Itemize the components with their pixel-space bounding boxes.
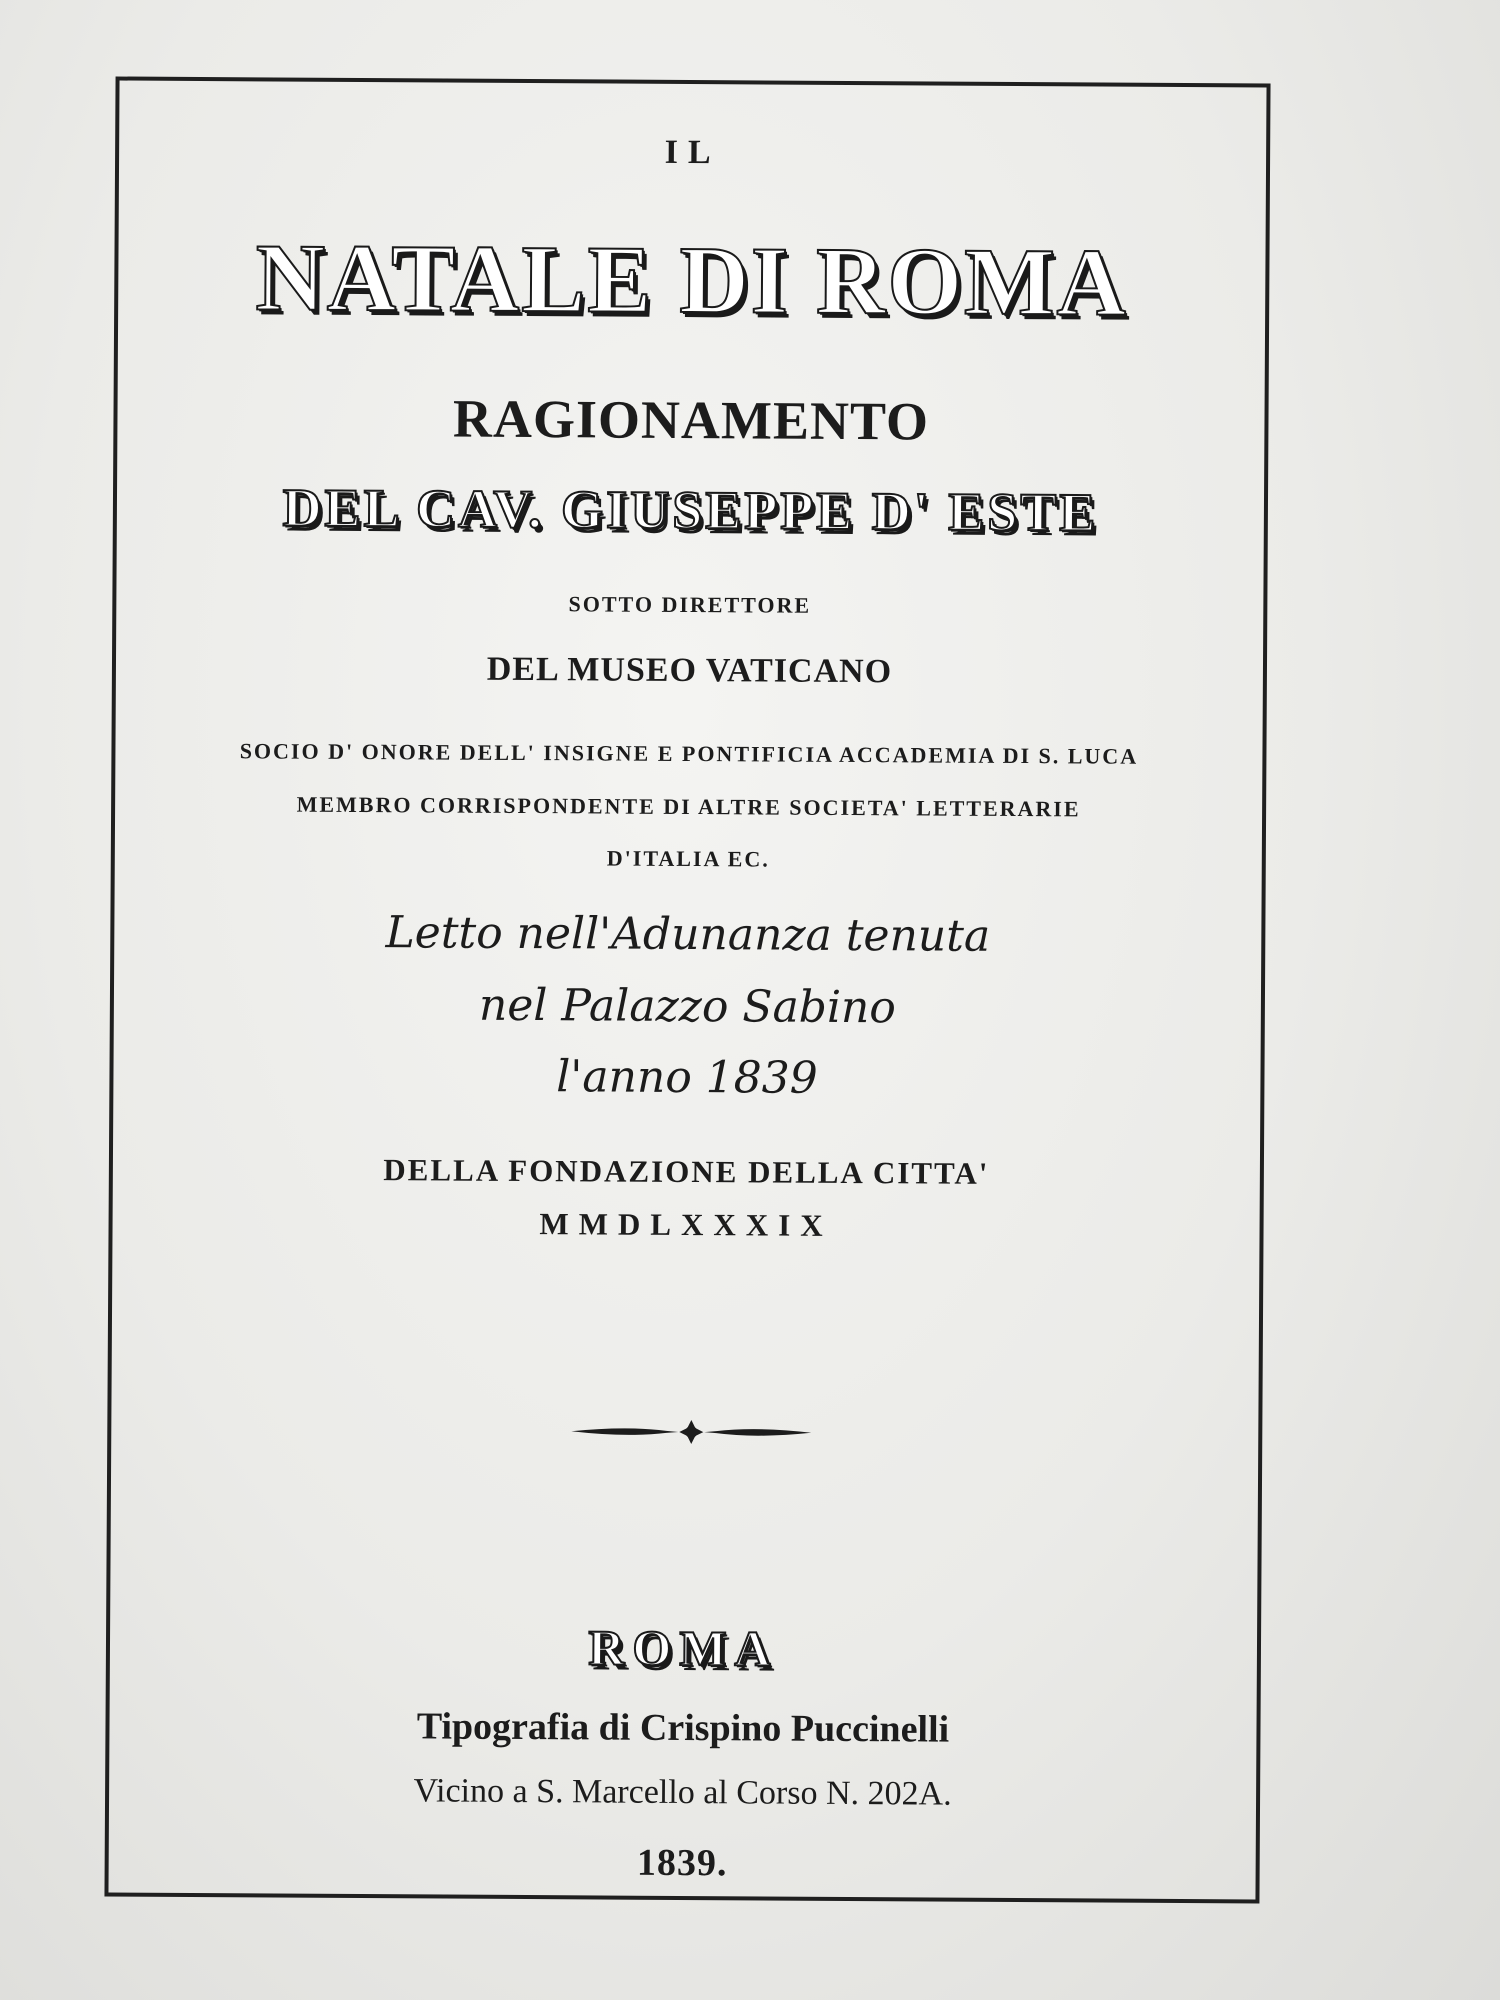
title-article: IL	[664, 133, 721, 172]
foundation-year: MMDLXXXIX	[539, 1206, 833, 1243]
imprint-year: 1839.	[636, 1841, 728, 1885]
book-subtitle: RAGIONAMENTO	[452, 388, 930, 452]
foundation-line: DELLA FONDAZIONE DELLA CITTA'	[383, 1152, 990, 1191]
imprint-address: Vicino a S. Marcello al Corso N. 202A.	[413, 1772, 952, 1813]
author-position-line1: SOTTO DIRETTORE	[568, 591, 812, 618]
ornament-divider-icon	[566, 1416, 816, 1448]
handwritten-note-line3: l'anno 1839	[556, 1051, 818, 1104]
book-title: NATALE DI ROMA	[255, 223, 1129, 336]
handwritten-note-line2: nel Palazzo Sabino	[478, 979, 896, 1034]
imprint-printer: Tipografia di Crispino Puccinelli	[416, 1705, 950, 1751]
handwritten-note-line1: Letto nell'Adunanza tenuta	[385, 907, 991, 962]
imprint-city: ROMA	[588, 1619, 779, 1677]
author-credential-2: MEMBRO CORRISPONDENTE DI ALTRE SOCIETA' LETTERARIE	[296, 791, 1081, 822]
author-credential-3: D'ITALIA EC.	[606, 845, 770, 872]
title-page-frame	[104, 76, 1270, 1903]
author-line: DEL CAV. GIUSEPPE D' ESTE	[282, 477, 1099, 543]
author-credential-1: SOCIO D' ONORE DELL' INSIGNE E PONTIFICIA ACCADEMIA DI S. LUCA	[239, 738, 1139, 769]
author-position-line2: DEL MUSEO VATICANO	[486, 650, 893, 691]
